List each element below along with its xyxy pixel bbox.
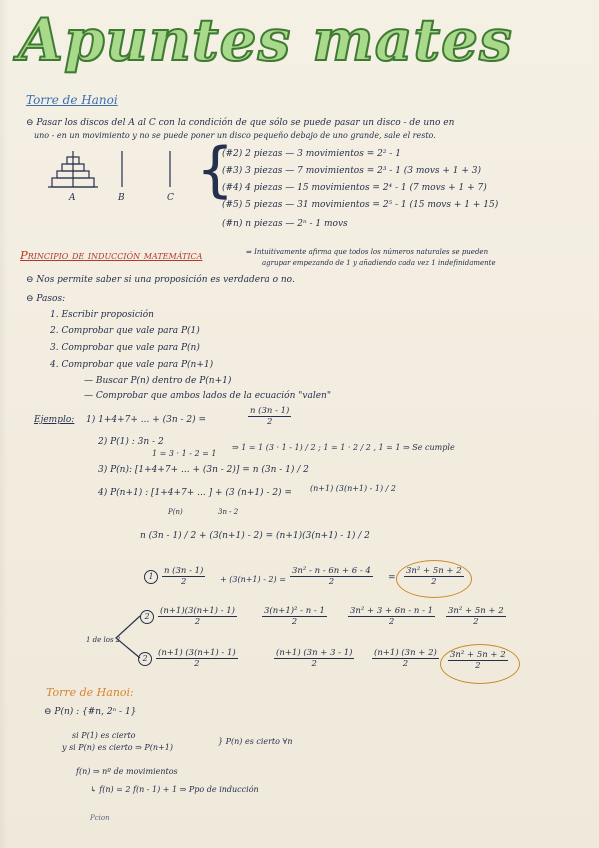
step-2-mid2 (290, 566, 373, 587)
circle-2: 2 (140, 610, 154, 624)
step-3-c-num: 3n² + 3 + 6n - n - 1 (350, 606, 434, 616)
pasos-label: ⊖ Pasos: (26, 294, 66, 304)
hanoi-case-3: (#3) 3 piezas — 7 movimientos = 2³ - 1 (3 movs + 1 + 3) (222, 166, 482, 176)
peg-c-label: C (167, 193, 174, 203)
hanoi-case-4: (#4) 4 piezas — 15 movimientos = 2⁴ - 1 (7 movs + 1 + 7) (222, 183, 487, 193)
step-3-a (158, 606, 237, 627)
ejemplo-1-frac (248, 406, 291, 427)
step-1: n (3n - 1) / 2 + (3(n+1) - 2) = (n+1)(3(n+1) - 1) / 2 (140, 531, 370, 541)
step-4-d (448, 650, 508, 671)
step-3-d-den: 2 (473, 617, 479, 627)
hanoi-diagram (40, 145, 190, 195)
step-4-c-den: 2 (402, 659, 409, 669)
subpaso-2: — Comprobar que ambos lados de la ecuación "valen" (84, 391, 331, 401)
step-3-a-num: (n+1)(3(n+1) - 1) (160, 606, 235, 616)
step-2-result-den: 2 (431, 577, 437, 587)
ejemplo-3: 3) P(n): [1+4+7+ ... + (3n - 2)] = n (3n - 1) / 2 (98, 465, 309, 475)
circle-2b-marker (138, 652, 152, 666)
equals-sign: = (388, 573, 396, 583)
ejemplo-1-lhs: 1) 1+4+7+ ... + (3n - 2) = (86, 415, 207, 425)
paso-2: 2. Comprobar que vale para P(1) (50, 326, 200, 336)
hanoi2-line-5: f(n) ⇒ nº de movimientos (76, 767, 178, 776)
ejemplo-label: Ejemplo: (34, 415, 75, 425)
step-2-result-num: 3n² + 5n + 2 (406, 566, 462, 576)
pim-permite: ⊖ Nos permite saber si una proposición es verdadera o no. (26, 275, 295, 285)
circle-1-marker (144, 570, 158, 584)
hanoi-intro-2: uno - en un movimiento y no se puede poner un disco pequeño debajo de uno grande, sale el resto. (34, 131, 436, 140)
ejemplo-1-num: n (3n - 1) (250, 406, 290, 416)
step-3-b-num: 3(n+1)² - n - 1 (264, 606, 325, 616)
ejemplo-4-3n2: 3n - 2 (218, 508, 239, 516)
pim-desc-1: ⇒ Intuitivamente afirma que todos los números naturales se pueden (246, 248, 489, 256)
pim-desc-2: agrupar empezando de 1 y añadiendo cada vez 1 indefinidamente (262, 259, 496, 267)
hanoi2-line-6: ↳ f(n) = 2 f(n - 1) + 1 ⇒ Ppo de inducción (90, 785, 259, 794)
hanoi-heading: Torre de Hanoi (26, 93, 118, 107)
hanoi-case-2: (#2) 2 piezas — 3 movimientos = 2² - 1 (222, 149, 401, 159)
peg-a-label: A (69, 193, 76, 203)
step-2-result (404, 566, 464, 587)
step-4-a-den: 2 (194, 659, 200, 669)
step-4-b-num: (n+1) (3n + 3 - 1) (276, 648, 353, 658)
hanoi-intro-1: ⊖ Pasar los discos del A al C con la condición de que sólo se puede pasar un disco - de uno en (26, 118, 455, 128)
page-title: Apuntes mates (18, 6, 513, 74)
side-note: 1 de los 2 (86, 636, 121, 644)
step-2-lhs (162, 566, 205, 587)
ejemplo-2-sub: 1 = 3 · 1 - 2 = 1 (152, 449, 217, 458)
ejemplo-2-lhs: 2) P(1) : 3n - 2 (98, 437, 164, 447)
ejemplo-2-rhs: ⇒ 1 = 1 (3 · 1 - 1) / 2 ; 1 = 1 · 2 / 2 , 1 = 1 ⇒ Se cumple (232, 443, 455, 452)
peg-b-label: B (118, 193, 125, 203)
brace: { (196, 135, 235, 205)
step-4-c (372, 648, 439, 669)
hanoi2-heading: Torre de Hanoi: (46, 686, 134, 699)
step-4-c-num: (n+1) (3n + 2) (374, 648, 437, 658)
step-4-d-num: 3n² + 5n + 2 (450, 650, 506, 660)
circle-2-marker (140, 610, 154, 624)
step-3-c (348, 606, 435, 627)
step-3-d-num: 3n² + 5n + 2 (448, 606, 504, 616)
step-4-d-den: 2 (475, 661, 481, 671)
circle-1: 1 (144, 570, 158, 584)
step-4-b-den: 2 (311, 659, 317, 669)
step-2-lhs-den: 2 (180, 577, 187, 587)
subpaso-1: — Buscar P(n) dentro de P(n+1) (84, 376, 232, 386)
step-3-b (262, 606, 327, 627)
ejemplo-4-lhs: 4) P(n+1) : [1+4+7+ ... ] + (3 (n+1) - 2) = (98, 488, 292, 498)
step-2-mid2-num: 3n² - n - 6n + 6 - 4 (292, 566, 371, 576)
hanoi2-line-4: } P(n) es cierto ∀n (218, 737, 293, 746)
hanoi2-line-2: si P(1) es cierto (72, 731, 136, 740)
step-4-b (274, 648, 354, 669)
step-2-lhs-num: n (3n - 1) (164, 566, 204, 576)
paso-4: 4. Comprobar que vale para P(n+1) (50, 360, 214, 370)
step-2-mid2-den: 2 (328, 577, 335, 587)
step-3-b-den: 2 (291, 617, 298, 627)
step-4-a-num: (n+1) (3(n+1) - 1) (158, 648, 236, 658)
circle-2b: 2 (138, 652, 152, 666)
ejemplo-4-rhs: (n+1) (3(n+1) - 1) / 2 (310, 484, 396, 493)
ejemplo-4-pn: P(n) (168, 508, 183, 516)
hanoi-case-5: (#5) 5 piezas — 31 movimientos = 2⁵ - 1 (15 movs + 1 + 15) (222, 200, 499, 210)
step-4-a (156, 648, 238, 669)
paso-1: 1. Escribir proposición (50, 310, 154, 320)
hanoi-case-n: (#n) n piezas — 2ⁿ - 1 movs (222, 219, 348, 229)
pim-heading: Principio de inducción matemática (20, 248, 203, 262)
step-2-mid: + (3(n+1) - 2) = (220, 575, 286, 584)
hanoi2-line-1: ⊖ P(n) : {#n, 2ⁿ - 1} (44, 707, 137, 717)
step-3-a-den: 2 (194, 617, 201, 627)
ejemplo-1-den: 2 (266, 417, 273, 427)
footer-note: Pcion (90, 814, 110, 822)
step-3-c-den: 2 (388, 617, 395, 627)
hanoi2-line-3: y si P(n) es cierto ⇒ P(n+1) (62, 743, 173, 752)
paso-3: 3. Comprobar que vale para P(n) (50, 343, 200, 353)
step-3-d (446, 606, 506, 627)
